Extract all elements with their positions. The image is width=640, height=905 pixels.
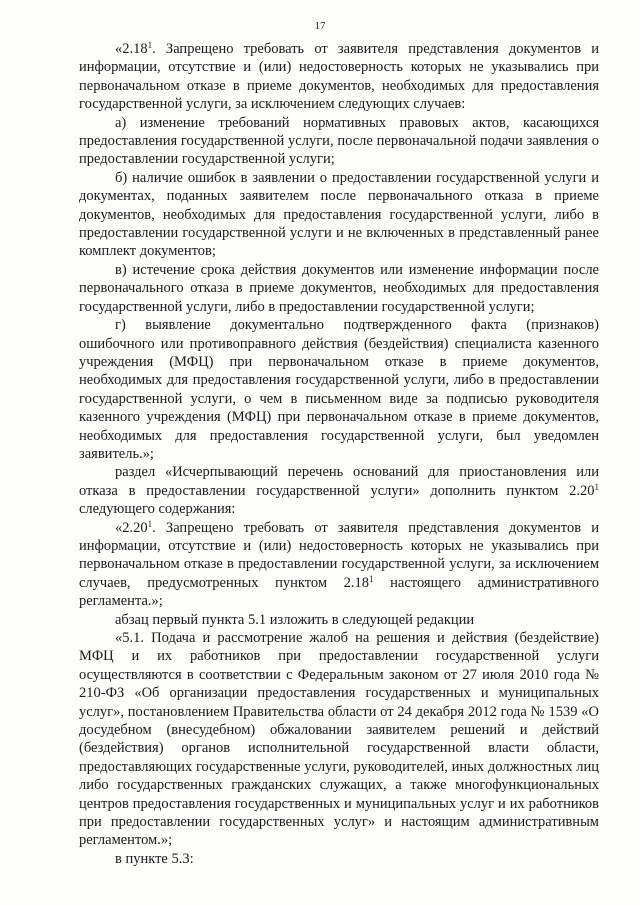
paragraph-5-1: «5.1. Подача и рассмотрение жалоб на решения и действия (бездействие) МФЦ и их работников при предоставлении государственной услуги осуществляются в соответствии с Федеральным законом от 27 июля 2010 года № 210-ФЗ «Об организации предоставления государственных и муниципальных услуг», постановлением Правительства области от 24 декабря 2012 года № 1539 «О досудебном (внесудебном) обжаловании заявителем решений и действий (бездействия) органов исполнительной государственной власти области, предоставляющих государственные услуги, руководителей, иных должностных лиц либо государственных гражданских служащих, а также многофункциональных центров предоставления государственных и муниципальных услуг и их работников при предоставлении государственных услуг» и настоящим административным регламентом.»; — [79, 630, 599, 849]
paragraph-item-b: б) наличие ошибок в заявлении о предоставлении государственной услуги и документах, поданных заявителем после первоначального отказа в приеме документов, необходимых для предоставления государственной услуги, либо в предоставлении государственной услуги и не включенных в представленный ранее комплект документов; — [79, 169, 599, 260]
paragraph-item-a: а) изменение требований нормативных правовых актов, касающихся предоставления государственной услуги, после первоначальной подачи заявления о предоставлении государственной услуги; — [79, 114, 599, 168]
paragraph-2-18-1: «2.18$^1$. Запрещено требовать от заявителя представления документов и информации, отсутствие и (или) недостоверность которых не указывались при первоначальном отказе в приеме документов, необходимых для предоставления государственной услуги, за исключением следующих случаев: — [79, 40, 599, 113]
paragraph-item-g: г) выявление документально подтвержденного факта (признаков) ошибочного или противоправного действия (бездействия) специалиста казенного учреждения (МФЦ) при первоначальном отказе в приеме документов, необходимых для предоставления государственной услуги, либо в предоставлении государственной услуги, о чем в письменном виде за подписью руководителя казенного учреждения (МФЦ) при первоначальном отказе в приеме документов, необходимых для предоставления государственной услуги, был уведомлен заявитель.»; — [79, 317, 599, 462]
paragraph-2-20-1: «2.20$^1$. Запрещено требовать от заявителя представления документов и информации, отсутствие и (или) недостоверность которых не указывались при первоначальном отказе в предоставлении государственной услуги, за исключением случаев, предусмотренных пунктом 2.18$^1$ настоящего административного регламента.»; — [79, 518, 599, 610]
paragraph-item-v: в) истечение срока действия документов или изменение информации после первоначального отказа в приеме документов, необходимых для предоставления государственной услуги, либо в предоставлении государственной услуги; — [79, 261, 599, 315]
paragraph-section-amendment: раздел «Исчерпывающий перечень оснований для приостановления или отказа в предоставлении государственной услуги» дополнить пунктом 2.20$^1$ следующего содержания: — [79, 464, 599, 518]
paragraph-5-3-intro: в пункте 5.3: — [115, 850, 194, 867]
document-body — [79, 40, 599, 868]
page-number: 17 — [314, 20, 326, 32]
paragraph-5-1-intro: абзац первый пункта 5.1 изложить в следующей редакции — [115, 611, 475, 628]
